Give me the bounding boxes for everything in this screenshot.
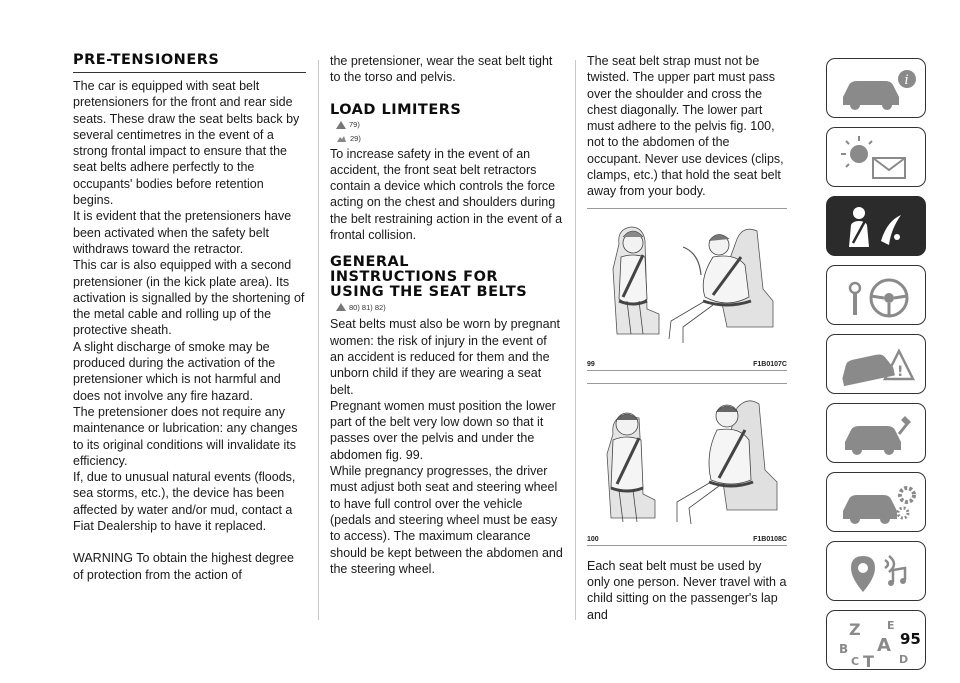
figure-caption	[587, 536, 787, 546]
column-divider	[318, 60, 319, 620]
paragraph: If, due to unusual natural events (floods, sea storms, etc.), the device has been affected by water and/or mud, contact a Fiat Dealership to have it replaced.	[73, 470, 296, 534]
section-title-general-line3: USING THE SEAT BELTS	[330, 284, 528, 301]
index-letter: A	[877, 635, 891, 656]
pregnant-woman-seatbelt-illustration	[587, 209, 787, 359]
section-title-general-line2: INSTRUCTIONS FOR	[330, 269, 499, 286]
paragraph: Seat belts must also be worn by pregnant women: the risk of injury in the event of an accident is reduced for them and the unborn child if they are wearing a seat belt.	[330, 317, 560, 397]
adult-seatbelt-illustration	[587, 384, 787, 534]
tab-multimedia[interactable]	[826, 541, 926, 601]
tab-emergency[interactable]	[826, 334, 926, 394]
section-title-load-limiters: LOAD LIMITERS	[330, 101, 462, 118]
warning-triangle-icon	[336, 121, 346, 129]
column-3	[587, 53, 787, 623]
safety-seatbelt-icon	[827, 197, 927, 257]
caution-hand-icon	[336, 134, 347, 143]
tab-technical-data[interactable]	[826, 472, 926, 532]
paragraph: To increase safety in the event of an accident, the front seat belt retractors contain a device which controls the force acting on the chest and shoulders during the belt restraining action in the event of a frontal collision.	[330, 146, 563, 243]
tab-safety[interactable]	[826, 196, 926, 256]
tab-car-info[interactable]	[826, 58, 926, 118]
figure-code: F1B0108C	[753, 535, 787, 543]
emergency-icon	[827, 335, 927, 395]
warning-paragraph: WARNING To obtain the highest degree of protection from the action of	[73, 551, 294, 582]
warning-triangle-icon	[336, 303, 346, 311]
column-divider	[575, 60, 576, 620]
page-number: 95	[900, 630, 921, 648]
section-title-pretensioners: PRE-TENSIONERS	[73, 52, 220, 68]
svg-text:i: i	[904, 73, 909, 88]
paragraph: The car is equipped with seat belt pretensioners for the front and rear side seats. These draw the seat belts back by several centimetres in the event of a strong frontal impact to ensure that the seat belts adhere perfectly to the occupants' bodies before retention begins.	[73, 79, 300, 208]
index-letter: C	[851, 655, 860, 668]
technical-data-icon	[827, 473, 927, 533]
index-letter: T	[863, 652, 874, 671]
warning-reference: 80) 81) 82)	[336, 300, 563, 314]
paragraph: Each seat belt must be used by only one person. Never travel with a child sitting on the passenger's lap and	[587, 558, 787, 622]
starting-driving-icon	[827, 266, 927, 326]
paragraph: This car is also equipped with a second pretensioner (in the kick plate area). Its activation is signalled by the shortening of the metal cable and rolling up of the protective sheath.	[73, 258, 305, 338]
index-letter: D	[899, 653, 909, 666]
caution-reference: 29)	[336, 132, 563, 146]
paragraph: A slight discharge of smoke may be produced during the activation of the pretensioner which is not harmful and does not involve any fire hazard.	[73, 339, 281, 403]
paragraph: The seat belt strap must not be twisted. The upper part must pass over the shoulder and cross the chest diagonally. The lower part must adhere to the pelvis fig. 100, not to the abdomen of the occupant. Never use devices (clips, clamps, etc.) that hold the seat belt away from your body.	[587, 54, 784, 199]
chapter-sidebar	[826, 58, 928, 679]
multimedia-icon	[827, 542, 927, 602]
paragraph: While pregnancy progresses, the driver must adjust both seat and steering wheel to have full control over the vehicle (pedals and steering wheel must be easy to access). The maximum clearance should be kept between the abdomen and the steering wheel.	[330, 464, 563, 576]
warning-lights-icon	[827, 128, 927, 188]
index-letter: B	[839, 642, 849, 656]
index-letter: E	[887, 619, 895, 632]
tab-starting-driving[interactable]	[826, 265, 926, 325]
svg-text:!: !	[897, 364, 904, 380]
figure-99-illustration	[587, 209, 787, 359]
car-info-icon	[827, 59, 927, 119]
column-1	[73, 53, 306, 583]
figure-caption	[587, 361, 787, 371]
paragraph: Pregnant women must position the lower part of the belt very low down so that it passes over the pelvis and under the abdomen fig. 99.	[330, 398, 556, 462]
figure-number: 100	[587, 535, 599, 543]
paragraph: The pretensioner does not require any maintenance or lubrication: any changes to its original conditions will invalidate its efficiency.	[73, 404, 298, 468]
section-rule	[73, 72, 306, 73]
maintenance-icon	[827, 404, 927, 464]
figure-100-illustration	[587, 384, 787, 534]
paragraph: It is evident that the pretensioners have been activated when the safety belt withdraws toward the retractor.	[73, 209, 292, 256]
paragraph: the pretensioner, wear the seat belt tight to the torso and pelvis.	[330, 54, 553, 85]
column-2	[330, 53, 563, 577]
tab-maintenance[interactable]	[826, 403, 926, 463]
section-title-general-line1: GENERAL	[330, 254, 409, 271]
figure-code: F1B0107C	[753, 360, 787, 368]
warning-reference: 79)	[336, 118, 563, 132]
tab-warning-lights[interactable]	[826, 127, 926, 187]
figure-number: 99	[587, 360, 595, 368]
index-letter: Z	[849, 620, 861, 639]
